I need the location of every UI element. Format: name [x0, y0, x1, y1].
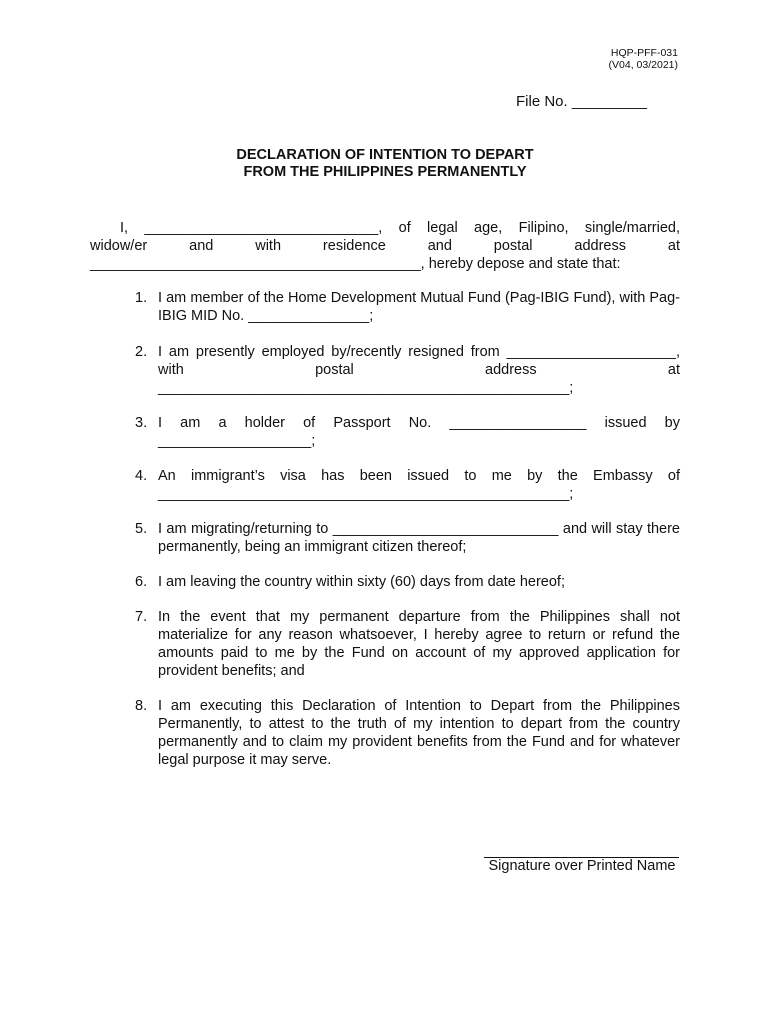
item-text: I am a holder of Passport No. _________________ issued by ___________________;: [158, 415, 680, 449]
item-text: I am leaving the country within sixty (60) days from date hereof;: [158, 574, 565, 590]
list-item: [135, 697, 680, 769]
item-number: 4.: [135, 468, 148, 484]
intro-line-3: _________________________________________, hereby depose and state that:: [90, 256, 621, 272]
item-number: 6.: [135, 574, 148, 590]
item-number: 2.: [135, 344, 148, 360]
item-number: 1.: [135, 290, 148, 306]
list-item: [135, 608, 680, 680]
item-text: An immigrant’s visa has been issued to me by the Embassy of ___________________________________________________;: [158, 468, 680, 502]
intro-paragraph: [90, 219, 680, 273]
intro-line-1: I, _____________________________, of legal age, Filipino, single/married,: [120, 220, 680, 236]
item-number: 3.: [135, 415, 148, 431]
item-number: 5.: [135, 521, 148, 537]
item-number: 8.: [135, 698, 148, 714]
list-item: [135, 289, 680, 325]
list-item: [135, 343, 680, 397]
form-version: (V04, 03/2021): [608, 59, 678, 71]
document-title: [0, 147, 770, 181]
title-line-1: DECLARATION OF INTENTION TO DEPART: [236, 147, 534, 163]
intro-line-2: widow/er and with residence and postal address at: [90, 238, 680, 254]
form-code-block: [609, 47, 678, 71]
item-text: I am migrating/returning to ____________________________ and will stay there permanently, being an immigrant citizen thereof;: [158, 521, 680, 555]
declaration-list: [135, 289, 680, 769]
signature-label: Signature over Printed Name: [488, 858, 676, 874]
list-item: [135, 414, 680, 450]
title-line-2: FROM THE PHILIPPINES PERMANENTLY: [243, 164, 527, 180]
item-text: In the event that my permanent departure from the Philippines shall not materialize for any reason whatsoever, I hereby agree to return or refund the amounts paid to me by the Fund on account of my approved application for provident benefits; and: [158, 609, 680, 679]
item-text: I am presently employed by/recently resigned from _____________________, with postal address at ___________________________________________________;: [158, 344, 680, 396]
item-text: I am executing this Declaration of Intention to Depart from the Philippines Permanently, to attest to the truth of my intention to depart from the country permanently and to claim my provident benefits from the Fund and for whatever legal purpose it may serve.: [158, 698, 680, 768]
item-number: 7.: [135, 609, 148, 625]
list-item: [135, 520, 680, 556]
item-text: I am member of the Home Development Mutual Fund (Pag-IBIG Fund), with Pag-IBIG MID No. _______________;: [158, 290, 680, 324]
form-code: HQP-PFF-031: [610, 47, 678, 59]
file-number: File No. _________: [516, 93, 647, 110]
list-item: [135, 467, 680, 503]
list-item: [135, 573, 680, 591]
